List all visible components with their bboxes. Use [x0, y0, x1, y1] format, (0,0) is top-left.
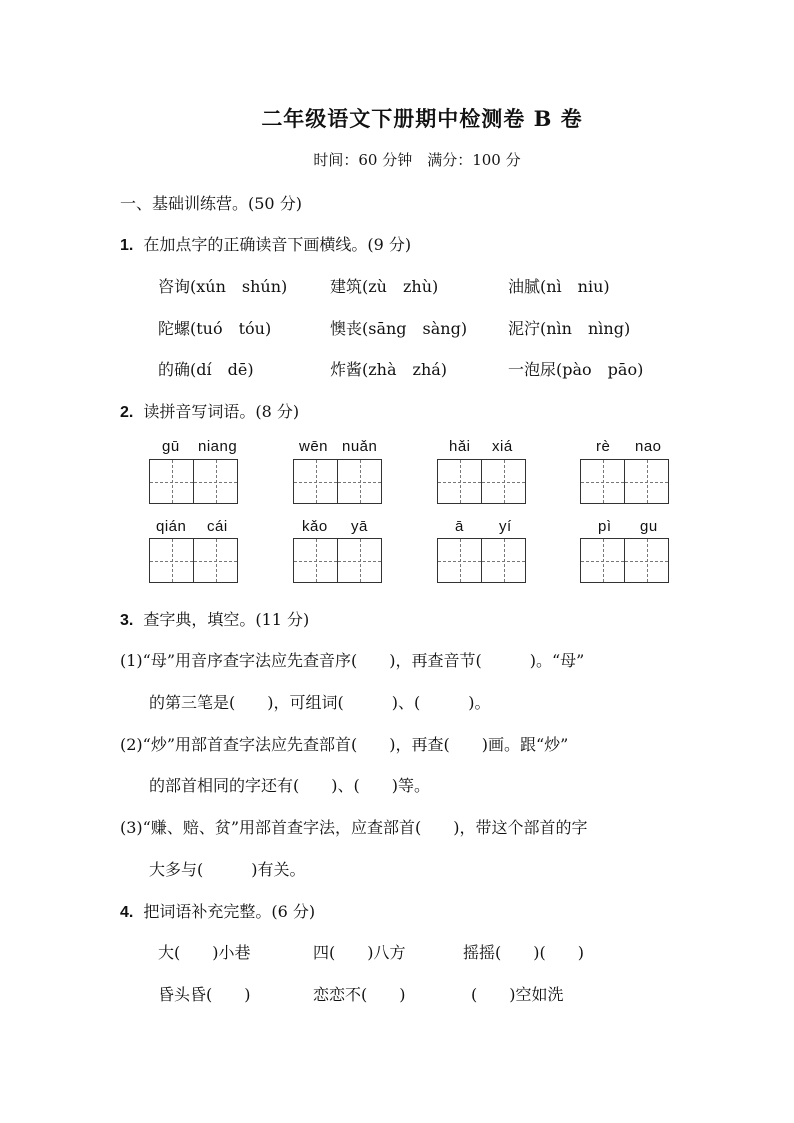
question-line: (2)“炒”用部首查字法应先查部首( )，再查( )画。跟“炒”: [120, 735, 569, 754]
pinyin: hǎi: [449, 438, 471, 455]
fill-item: ( )空如洗: [471, 985, 564, 1004]
pinyin: niang: [198, 438, 238, 455]
question-4: [120, 899, 315, 922]
writing-grid[interactable]: [293, 459, 382, 504]
fill-item: 昏头昏( ): [158, 985, 251, 1004]
pinyin: cái: [207, 518, 228, 535]
pinyin: xiá: [492, 438, 513, 455]
fill-item: 四( )八方: [313, 943, 406, 962]
fill-item: 大( )小巷: [158, 943, 251, 962]
pinyin: nao: [635, 438, 662, 455]
question-text: 读拼音写词语。(8 分): [143, 402, 300, 421]
question-1: [120, 232, 411, 255]
question-line: (1)“母”用音序查字法应先查音序( )，再查音节( )。“母”: [120, 651, 585, 670]
question-line: 的部首相同的字还有( )、( )等。: [149, 776, 430, 795]
pinyin: yí: [499, 518, 512, 535]
exam-info: 时间：60 分钟 满分：100 分: [313, 151, 521, 169]
question-line: (3)“赚、赔、贫”用部首查字法，应查部首( )，带这个部首的字: [120, 818, 588, 837]
pinyin: gū: [162, 438, 180, 455]
page-title: 二年级语文下册期中检测卷 B 卷: [261, 106, 583, 131]
writing-grid[interactable]: [437, 538, 526, 583]
pinyin: ā: [455, 518, 464, 535]
question-number: 1.: [120, 237, 134, 254]
question-line: 的第三笔是( )，可组词( )、( )。: [149, 693, 491, 712]
option-item: 陀螺(tuó tóu): [158, 319, 272, 338]
writing-grid[interactable]: [149, 459, 238, 504]
pinyin: wēn: [299, 438, 329, 455]
question-text: 把词语补充完整。(6 分): [143, 902, 316, 921]
option-item: 的确(dí dē): [158, 360, 254, 379]
pinyin: yā: [351, 518, 368, 535]
pinyin: gu: [640, 518, 658, 535]
question-number: 2.: [120, 404, 134, 421]
pinyin: pì: [598, 518, 612, 535]
pinyin: qián: [156, 518, 187, 535]
question-3: [120, 607, 309, 630]
pinyin: rè: [596, 438, 611, 455]
section-heading: 一、基础训练营。(50 分): [120, 194, 302, 213]
writing-grid[interactable]: [580, 538, 669, 583]
option-item: 炸酱(zhà zhá): [330, 360, 448, 379]
option-item: 泥泞(nìn nìng): [508, 319, 631, 338]
pinyin: kǎo: [302, 518, 328, 535]
option-item: 懊丧(sāng sàng): [330, 319, 468, 338]
option-item: 一泡尿(pào pāo): [508, 360, 644, 379]
writing-grid[interactable]: [149, 538, 238, 583]
question-line: 大多与( )有关。: [149, 860, 306, 879]
writing-grid[interactable]: [293, 538, 382, 583]
option-item: 油腻(nì niu): [508, 277, 610, 296]
question-number: 4.: [120, 904, 134, 921]
writing-grid[interactable]: [437, 459, 526, 504]
question-text: 查字典，填空。(11 分): [143, 610, 310, 629]
writing-grid[interactable]: [580, 459, 669, 504]
fill-item: 摇摇( )( ): [463, 943, 584, 962]
option-item: 咨询(xún shún): [158, 277, 288, 296]
question-text: 在加点字的正确读音下画横线。(9 分): [143, 235, 412, 254]
question-2: [120, 399, 299, 422]
option-item: 建筑(zù zhù): [330, 277, 439, 296]
fill-item: 恋恋不( ): [313, 985, 406, 1004]
pinyin: nuǎn: [342, 438, 378, 455]
question-number: 3.: [120, 612, 134, 629]
